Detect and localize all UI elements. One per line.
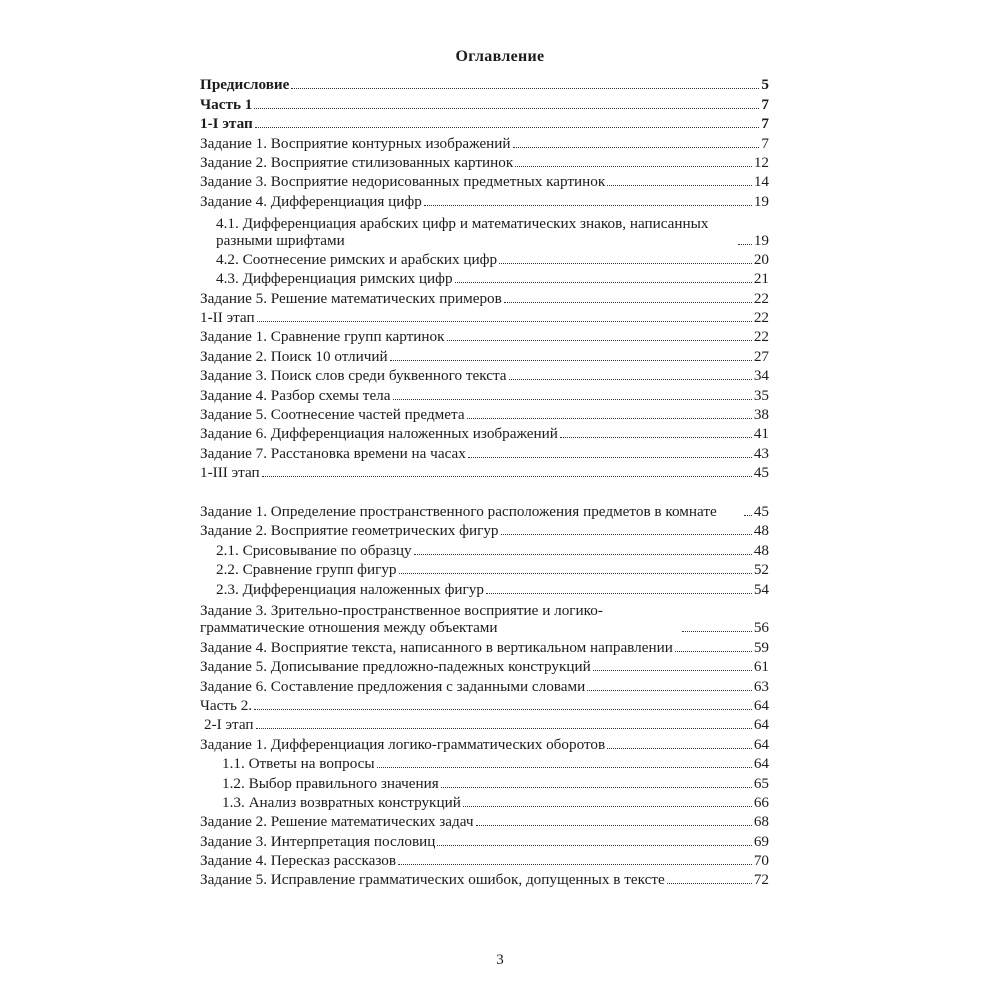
toc-entry-title: Задание 4. Восприятие текста, написанного в вертикальном направлении: [200, 638, 673, 656]
dot-leader: [509, 379, 752, 380]
toc-entry-title: 4.3. Дифференциация римских цифр: [216, 270, 453, 288]
toc-entry: [200, 132, 769, 151]
dot-leader: [377, 767, 752, 768]
toc-entry-page: 66: [753, 793, 769, 811]
toc-entry-page: 52: [753, 561, 769, 579]
toc-entry-page: 48: [753, 522, 769, 540]
toc-entry-page: 64: [753, 755, 769, 773]
dot-leader: [414, 554, 752, 555]
toc-entry: [200, 113, 769, 132]
toc-entry-page: 35: [753, 386, 769, 404]
toc-entry: [200, 753, 769, 772]
toc-entry: [200, 268, 769, 287]
dot-leader: [501, 534, 752, 535]
toc-entry-title: 2.1. Срисовывание по образцу: [216, 541, 412, 559]
dot-leader: [607, 185, 752, 186]
toc-entry-title: Часть 2.: [200, 696, 253, 714]
toc-entry: [200, 423, 769, 442]
toc-entry: [200, 74, 769, 93]
dot-leader: [560, 437, 752, 438]
dot-leader: [390, 360, 752, 361]
toc-entry: [200, 792, 769, 811]
toc-entry-page: 64: [753, 735, 769, 753]
toc-entry-title: 4.1. Дифференциация арабских цифр и математических знаков, написанных разными шрифтами: [216, 214, 709, 249]
toc-entry-page: 72: [753, 871, 769, 889]
toc-entry: [200, 365, 769, 384]
toc-entry: [200, 462, 769, 481]
dot-leader: [476, 825, 752, 826]
toc-entry-title: 2.3. Дифференциация наложенных фигур: [216, 580, 484, 598]
dot-leader: [257, 321, 752, 322]
toc-entry-page: 64: [753, 716, 769, 734]
toc-entry-title: Задание 5. Решение математических примеров: [200, 289, 502, 307]
page-title: Оглавление: [455, 48, 545, 65]
toc-entry-page: 59: [753, 638, 769, 656]
page-number: 3: [496, 952, 504, 968]
toc-entry-title: Задание 3. Поиск слов среди буквенного текста: [200, 367, 507, 385]
toc-entry-page: 63: [753, 677, 769, 695]
toc-entry: [200, 578, 769, 597]
table-of-contents: [200, 74, 769, 888]
toc-entry-page: 54: [753, 580, 769, 598]
toc-entry-page: 21: [753, 270, 769, 288]
toc-entry-title: 2.2. Сравнение групп фигур: [216, 561, 397, 579]
toc-entry: [200, 830, 769, 849]
toc-entry: [200, 171, 769, 190]
toc-entry: [200, 772, 769, 791]
toc-entry: [200, 598, 769, 637]
toc-entry-title: Задание 1. Дифференциация логико-грамматических оборотов: [200, 735, 606, 753]
toc-entry-title: Задание 4. Разбор схемы тела: [200, 386, 391, 404]
toc-entry: [200, 539, 769, 558]
toc-entry: [200, 714, 769, 733]
toc-entry-page: 65: [753, 774, 769, 792]
toc-entry-title: Задание 1. Восприятие контурных изображений: [200, 134, 511, 152]
toc-entry-page: 45: [753, 464, 769, 482]
toc-entry-title: 1.2. Выбор правильного значения: [222, 774, 439, 792]
toc-entry-title: 1-I этап: [200, 115, 253, 133]
toc-entry: [200, 249, 769, 268]
toc-entry-page: 64: [753, 696, 769, 714]
toc-entry-title: Задание 1. Определение пространственного расположения предметов в комнате: [200, 503, 717, 521]
toc-entry-title: 1-II этап: [200, 309, 255, 327]
toc-entry-title: 2-I этап: [204, 716, 254, 734]
toc-entry-page: 69: [753, 832, 769, 850]
toc-entry-page: 5: [761, 76, 769, 94]
toc-entry: [200, 695, 769, 714]
dot-leader: [468, 457, 752, 458]
toc-entry-title: Задание 2. Восприятие геометрических фигур: [200, 522, 499, 540]
dot-leader: [437, 845, 751, 846]
toc-entry: [200, 520, 769, 539]
toc-entry-page: 56: [753, 619, 769, 637]
dot-leader: [256, 728, 752, 729]
toc-entry-title: Задание 3. Зрительно-пространственное восприятие и логико-грамматические отношения между объектами: [200, 602, 603, 637]
dot-leader: [291, 88, 759, 89]
toc-entry: [200, 307, 769, 326]
toc-entry: [200, 345, 769, 364]
toc-entry-page: 20: [753, 250, 769, 268]
dot-leader: [254, 108, 759, 109]
toc-entry-page: 27: [753, 347, 769, 365]
toc-entry-page: 19: [753, 231, 769, 249]
dot-leader: [262, 476, 752, 477]
toc-entry-page: 61: [753, 658, 769, 676]
toc-entry: [200, 636, 769, 655]
toc-entry: [200, 481, 769, 520]
dot-leader: [398, 864, 752, 865]
toc-entry-page: 41: [753, 425, 769, 443]
dot-leader: [587, 690, 752, 691]
toc-entry-page: 19: [753, 192, 769, 210]
toc-entry-page: 68: [753, 813, 769, 831]
toc-entry-title: Часть 1: [200, 95, 253, 113]
toc-entry-title: Задание 2. Восприятие стилизованных картинок: [200, 153, 514, 171]
toc-entry-page: 14: [753, 173, 769, 191]
toc-entry: [200, 326, 769, 345]
toc-entry-title: Предисловие: [200, 76, 290, 94]
dot-leader: [607, 748, 752, 749]
toc-entry-title: Задание 7. Расстановка времени на часах: [200, 444, 466, 462]
toc-entry: [200, 733, 769, 752]
toc-entry-page: 22: [753, 289, 769, 307]
dot-leader: [254, 709, 752, 710]
dot-leader: [455, 282, 752, 283]
toc-entry-page: 7: [761, 95, 769, 113]
toc-entry-page: 48: [753, 541, 769, 559]
toc-entry-title: Задание 5. Дописывание предложно-падежных конструкций: [200, 658, 591, 676]
toc-entry: [200, 442, 769, 461]
toc-entry: [200, 190, 769, 209]
dot-leader: [486, 593, 752, 594]
toc-entry-title: Задание 3. Восприятие недорисованных предметных картинок: [200, 173, 606, 191]
dot-leader: [738, 244, 752, 245]
toc-entry: [200, 404, 769, 423]
dot-leader: [513, 147, 760, 148]
toc-entry-title: 1.1. Ответы на вопросы: [222, 755, 375, 773]
toc-entry-title: Задание 5. Исправление грамматических ошибок, допущенных в тексте: [200, 871, 665, 889]
toc-entry: [200, 811, 769, 830]
toc-entry-page: 12: [753, 153, 769, 171]
toc-entry-page: 43: [753, 444, 769, 462]
toc-entry-page: 34: [753, 367, 769, 385]
dot-leader: [467, 418, 752, 419]
dot-leader: [667, 883, 752, 884]
dot-leader: [515, 166, 752, 167]
toc-entry-page: 22: [753, 328, 769, 346]
dot-leader: [463, 806, 752, 807]
dot-leader: [447, 340, 752, 341]
toc-entry: [200, 869, 769, 888]
toc-entry-title: 4.2. Соотнесение римских и арабских цифр: [216, 250, 498, 268]
toc-entry-title: Задание 4. Пересказ рассказов: [200, 852, 397, 870]
toc-entry-title: Задание 3. Интерпретация пословиц: [200, 832, 436, 850]
toc-entry-page: 7: [761, 134, 769, 152]
dot-leader: [393, 399, 752, 400]
toc-entry-page: 7: [761, 115, 769, 133]
dot-leader: [255, 127, 760, 128]
toc-entry: [200, 287, 769, 306]
toc-entry-title: 1.3. Анализ возвратных конструкций: [222, 793, 461, 811]
dot-leader: [593, 670, 752, 671]
toc-entry: [200, 656, 769, 675]
toc-entry: [200, 152, 769, 171]
toc-entry-title: Задание 2. Поиск 10 отличий: [200, 347, 388, 365]
toc-entry-title: Задание 5. Соотнесение частей предмета: [200, 406, 465, 424]
dot-leader: [682, 631, 752, 632]
toc-entry-title: Задание 2. Решение математических задач: [200, 813, 474, 831]
toc-entry: [200, 850, 769, 869]
toc-entry-title: Задание 6. Составление предложения с заданными словами: [200, 677, 586, 695]
toc-entry-title: Задание 6. Дифференциация наложенных изображений: [200, 425, 558, 443]
dot-leader: [424, 205, 752, 206]
toc-entry: [200, 559, 769, 578]
toc-entry: [200, 675, 769, 694]
toc-entry: [200, 384, 769, 403]
toc-entry-page: 45: [753, 503, 769, 521]
toc-entry-title: 1-III этап: [200, 464, 260, 482]
toc-entry-page: 38: [753, 406, 769, 424]
toc-entry: [200, 210, 769, 249]
toc-entry-title: Задание 1. Сравнение групп картинок: [200, 328, 445, 346]
dot-leader: [744, 515, 752, 516]
toc-entry-page: 22: [753, 309, 769, 327]
toc-entry-title: Задание 4. Дифференциация цифр: [200, 192, 422, 210]
toc-entry: [200, 93, 769, 112]
toc-entry-page: 70: [753, 852, 769, 870]
dot-leader: [675, 651, 752, 652]
dot-leader: [441, 787, 752, 788]
dot-leader: [499, 263, 752, 264]
dot-leader: [504, 302, 752, 303]
dot-leader: [399, 573, 752, 574]
